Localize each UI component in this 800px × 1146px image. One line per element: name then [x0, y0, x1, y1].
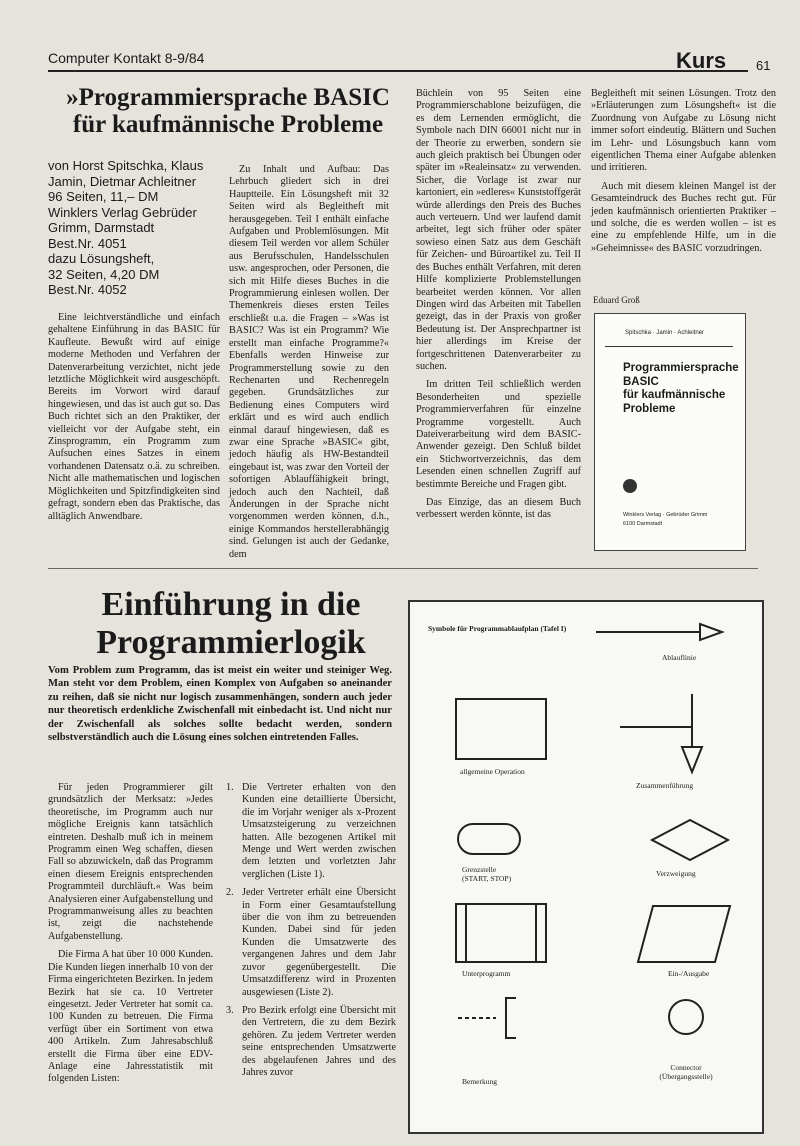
review-author: Eduard Groß	[593, 295, 640, 305]
paragraph: Auch mit diesem kleinen Mangel ist der Gesamteindruck des Buches recht gut. Für jeden kaufmännisch orientierten Praktiker – und solche, die es werden wollen – ist es eine zu empfehlende Hilfe, um in die »Geheimnisse« des BASIC vorzudringen.	[591, 180, 776, 254]
paragraph: Eine leichtverständliche und einfach gehaltene Einführung in das BASIC für Kaufleute. Bewußt wird auf einige moderne Methoden und Verfahren der Datenverarbeitung verzichtet, nicht jede letztliche Möglichkeit wird ausgeschöpft. Bereits im Vorwort wird darauf hingewiesen, und das ist auch gut so. Das Buch richtet sich an den Praktiker, der vielleicht vor der Aufgabe steht, ein Zinsprogramm, ein Programm zum Aufsuchen eines Satzes in einem vorhandenen Datensatz o.ä. zu schreiben. Nicht alle mathematischen und logischen Möglichkeiten und Spitzfindigkeiten sind gefragt, sondern eben das Praktische, das alltäglich Anwendbare.	[48, 312, 220, 522]
section-divider	[48, 568, 758, 569]
label-ein-ausgabe: Ein-/Ausgabe	[668, 969, 710, 978]
review-column-3	[416, 88, 581, 522]
review-title	[48, 84, 408, 138]
label-line: Grenzstelle	[462, 865, 497, 874]
operation-box-icon	[456, 699, 546, 759]
header-rule	[48, 70, 748, 72]
review-column-2	[229, 164, 389, 561]
list-text: Jeder Vertreter erhält eine Übersicht in Form einer Gesamtaufstellung über die von ihm zu betreuenden Kunden. Dabei sind für jeden Kunden die Umsatzwerte des vergangenen Jahres und dem Jahr zuvor gegenübergestellt. Die Umsatzdifferenz wird in Prozenten ausgewiesen (Liste 2).	[242, 887, 396, 998]
bib-line: Grimm, Darmstadt	[48, 220, 155, 235]
paragraph: Büchlein von 95 Seiten eine Programmierschablone beizufügen, die es dem Lernenden ermöglicht, die Symbole nach DIN 66001 nicht nur in der Theorie zu erwerben, sondern sie auch gleich praktisch bei Übungen oder später im »Realeinsatz« zu verwenden. Sicher, die Vorlage ist zwar nur kartoniert, ein »edleres« Kunststoffgerät würde allerdings den Preis des Buches auch verteuern. Und wer laufend damit arbeitet, legt sich früher oder später sowieso einen Satz aus dem Geschäft für Zeichen- und Büroartikel zu. Teil II des Buches enthält Verfahren, mit deren Hilfe komplizierte Problemstellungen bearbeitet werden können. Vor allen Dingen wird das Arbeiten mit Tabellen gezeigt, das in der Praxis von großer Bedeutung ist. Der Ansprechpartner ist hier allerdings im Kreise der fortgeschrittenen Datenverarbeiter zu suchen.	[416, 88, 581, 372]
flow-arrowhead-icon	[700, 624, 722, 640]
review-title-line: »Programmiersprache BASIC	[66, 84, 390, 111]
io-icon	[638, 906, 730, 962]
article-title	[76, 586, 386, 662]
cover-title-line: für kaufmännische	[623, 389, 726, 401]
label-line: (Übergangsstelle)	[659, 1071, 713, 1081]
label-verzweigung: Verzweigung	[656, 869, 696, 878]
article-title-line: Einführung in die	[101, 586, 361, 623]
label-operation: allgemeine Operation	[460, 767, 525, 776]
bib-line: von Horst Spitschka, Klaus	[48, 158, 204, 173]
paragraph: Zu Inhalt und Aufbau: Das Lehrbuch gliedert sich in drei Hauptteile. Ein Lösungsheft mit 32 Seiten wird als Begleitheft mit herausgegeben. Teil I enthält einfache Aufgaben und Problemlösungen. Mit diesem Teil werden vor allem Schüler aus Berufsschulen, Handelsschulen usw. angesprochen, oder Personen, die sich mit Hilfe dieses Buches in die Programmierung einlesen wollen. Der Themenkreis dieses ersten Teiles erschließt u.a. die Fragen – »Was ist BASIC? Was ist ein Programm? Wie erstellt man einfache Programme?« Ebenfalls werden Hinweise zur Programmerstellung sowie zu den Rechenarten und Rechenregeln gegeben. Grundsätzliches zur Bedienung eines Computers wird erklärt und es wird auch endlich einmal darauf hingewiesen, daß es zwar eine Sprache »BASIC« gibt, jedoch häufig als HW-Bestandteil eingebaut ist, was zwar den Vorteil der sofortigen Ablauffähigkeit bringt, jedoch auch den Nachteil, daß Änderungen in der Sprache nicht vorgenommen werden können, d.h., einige Kommandos herstellerabhängig sind. Gelungen ist auch der Gedanke, dem	[229, 164, 389, 560]
paragraph: Begleitheft mit seinen Lösungen. Trotz den »Erläuterungen zum Lösungsheft« ist die Zuordnung von Aufgabe zu Lösung nicht immer sofort eindeutig. Blättern und Suchen im Lehr- und Lösungsbuch kann vom eigentlichen Thema einer Aufgabe ablenken und irritieren.	[591, 88, 776, 174]
paragraph: Im dritten Teil schließlich werden Besonderheiten und spezielle Programmierverfahren für einzelne Programme vorgestellt. Auch Dateiverarbeitung wird dem BASIC-Anwender gezeigt. Den Schluß bildet ein Stichwortverzeichnis, das dem Lesenden einen schnellen Zugriff auf bestimmte Bereiche und Fragen gibt.	[416, 379, 581, 490]
article-column-2	[226, 782, 396, 1085]
numbered-list	[226, 782, 396, 1079]
section-title: Kurs	[676, 48, 727, 73]
cover-rule	[605, 346, 733, 347]
article-lead: Vom Problem zum Programm, das ist meist ein weiter und steiniger Weg. Man steht vor dem Problem, einen Komplex von Aufgaben so aneinander zu reihen, daß sie nicht nur logisch zusammenhängen, sondern auch jeder nur theoretisch erdenkliche Zwischenfall mit einbedacht ist. Und nicht nur der Zwischenfall als solches sollte bedacht werden, sondern selbstverständlich auch die Lösung eines solchen eintretenden Falles.	[48, 665, 392, 744]
label-grenzstelle	[462, 866, 511, 883]
terminal-icon	[458, 824, 520, 854]
page-number: 61	[756, 58, 771, 73]
bib-line: 32 Seiten, 4,20 DM	[48, 266, 160, 282]
merge-arrowhead-icon	[682, 747, 702, 772]
label-connector	[652, 1064, 720, 1081]
list-text: Pro Bezirk erfolgt eine Übersicht mit den Vertretern, die zu dem Bezirk gehören. Zu jedem Vertreter werden seine entsprechenden Umsatzwerte des abgelaufenen Jahres und des Jahres zuvor	[242, 1004, 396, 1078]
list-item	[226, 887, 396, 999]
bib-line: Jamin, Dietmar Achleitner	[48, 173, 197, 189]
cover-title-line: Probleme	[623, 402, 676, 415]
label-ablauflinie: Ablauflinie	[662, 653, 697, 662]
bib-line: Best.Nr. 4051	[48, 235, 127, 251]
subroutine-icon	[456, 904, 546, 962]
label-line: Connector	[670, 1063, 702, 1072]
cover-authors: Spitschka · Jamin · Achleitner	[625, 330, 705, 336]
article-title-line: Programmierlogik	[96, 624, 366, 661]
bib-line: Winklers Verlag Gebrüder	[48, 204, 197, 220]
list-number: 1.	[226, 782, 234, 793]
paragraph: Für jeden Programmierer gilt grundsätzlich der Merksatz: »Jedes theoretische, im Programm auch nur mögliche Ereignis kann tatsächlich eintreten. Deshalb muß ich in meinem Programm einen Weg schaffen, diesen Fall so abzuwickeln, daß das Programm einen diesem Ereignis entsprechenden Programmteil durchläuft.« Was beim Analysieren einer Aufgabenstellung und Programmanweisung alles zu beachten ist, zeigt die nachstehende Aufgabenstellung.	[48, 782, 213, 942]
magazine-issue: Computer Kontakt 8-9/84	[48, 50, 205, 66]
paragraph: Die Firma A hat über 10 000 Kunden. Die Kunden liegen innerhalb 10 von der Firma eingerichteten Bezirken. In jedem Bezirk hat sie ca. 10 Vertreter eingesetzt. Jeder Vertreter hat somit ca. 100 Kunden zu betreuen. Die Firma verfügt über ein Sortiment von etwa 400 Artikeln. Zum Jahresabschluß erstellt die Firma über eine EDV-Anlage eine Jahresstatistik mit folgenden Listen:	[48, 949, 213, 1085]
paragraph: Das Einzige, das an diesem Buch verbessert werden könnte, ist das	[416, 497, 581, 521]
label-line: (START, STOP)	[462, 873, 512, 883]
decision-icon	[652, 820, 728, 860]
review-title-line: für kaufmännische Probleme	[72, 111, 384, 138]
bib-line: dazu Lösungsheft,	[48, 251, 155, 266]
label-bemerkung: Bemerkung	[462, 1077, 497, 1086]
connector-icon	[669, 1000, 703, 1034]
cover-city: 6100 Darmstadt	[623, 521, 663, 527]
review-column-4	[591, 88, 776, 255]
comment-bracket-icon	[506, 998, 516, 1038]
bib-line: Best.Nr. 4052	[48, 282, 127, 297]
review-column-1	[48, 312, 220, 523]
label-unterprogramm: Unterprogramm	[462, 969, 511, 978]
list-number: 2.	[226, 887, 234, 899]
list-number: 3.	[226, 1004, 234, 1016]
table-title: Symbole für Programmablaufplan (Tafel I)	[428, 624, 567, 633]
list-item	[226, 782, 396, 881]
list-text: Die Vertreter erhalten von den Kunden eine detaillierte Übersicht, die im Vorjahr weniger als x-Prozent Umsatzsteigerung zu verzeichnen hatten. Alle bezogenen Artikel mit Menge und Wert werden zwischen dem letzten und vorletzten Jahr verglichen (Liste 1).	[242, 782, 396, 880]
flowchart-symbols-table	[408, 600, 764, 1134]
cover-publisher: Winklers Verlag · Gebrüder Grimm	[623, 512, 708, 518]
list-item	[226, 1005, 396, 1079]
book-bibliography	[48, 158, 228, 298]
article-column-1	[48, 782, 213, 1086]
cover-title	[623, 362, 741, 416]
book-cover-image	[594, 313, 746, 551]
cover-title-line: Programmiersprache	[623, 362, 739, 374]
cover-title-line: BASIC	[623, 375, 659, 388]
bib-line: 96 Seiten, 11,– DM	[48, 189, 159, 204]
publisher-emblem-icon	[623, 479, 637, 493]
label-zusammenfuehrung: Zusammenführung	[636, 781, 694, 790]
